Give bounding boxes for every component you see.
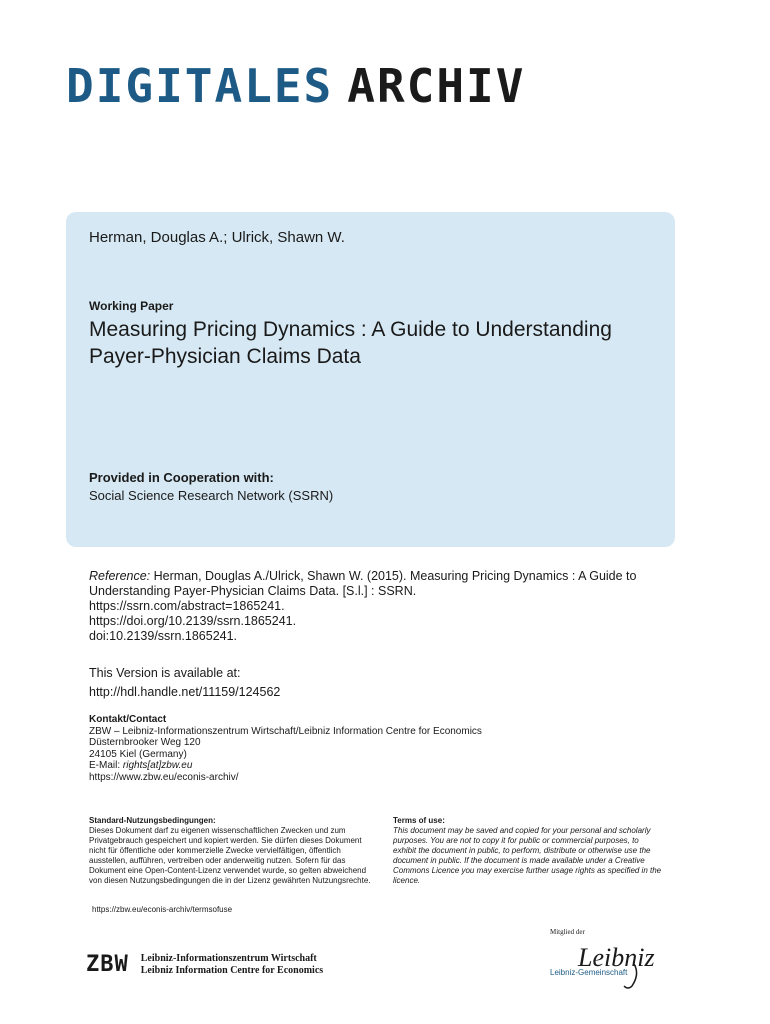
reference-block xyxy=(89,569,649,644)
leibniz-signature-icon xyxy=(576,930,656,992)
zbw-mark: ZBW xyxy=(86,952,129,977)
version-block xyxy=(89,664,280,702)
version-label: This Version is available at: xyxy=(89,666,241,680)
contact-org: ZBW – Leibniz-Informationszentrum Wirtschaft/Leibniz Information Centre for Economics xyxy=(89,725,482,737)
reference-doi-link[interactable]: https://doi.org/10.2139/ssrn.1865241. xyxy=(89,614,297,628)
contact-email-label: E-Mail: xyxy=(89,760,121,771)
document-title: Measuring Pricing Dynamics : A Guide to Understanding Payer-Physician Claims Data xyxy=(89,318,612,368)
contact-city: 24105 Kiel (Germany) xyxy=(89,748,187,760)
terms-de-heading: Standard-Nutzungsbedingungen: xyxy=(89,816,216,825)
logo-word-digitales: DIGITALES xyxy=(66,59,334,113)
contact-web-link[interactable]: https://www.zbw.eu/econis-archiv/ xyxy=(89,771,239,783)
handle-link[interactable]: http://hdl.handle.net/11159/124562 xyxy=(89,685,281,699)
contact-heading: Kontakt/Contact xyxy=(89,714,167,725)
logo-word-archiv: ARCHIV xyxy=(347,59,526,113)
reference-label: Reference: xyxy=(89,569,151,583)
terms-en-heading: Terms of use: xyxy=(393,816,445,825)
reference-text: Herman, Douglas A./Ulrick, Shawn W. (2015). Measuring Pricing Dynamics : A Guide to Understanding Payer-Physician Claims Data. [S.l.] : SSRN. xyxy=(89,569,637,598)
contact-street: Düsternbrooker Weg 120 xyxy=(89,737,201,748)
mitglied-der-label: Mitglied der xyxy=(550,928,585,936)
contact-email-link[interactable]: rights[at]zbw.eu xyxy=(122,760,193,771)
leibniz-gemeinschaft-logo xyxy=(548,924,658,994)
terms-en-block xyxy=(393,816,663,886)
digitales-archiv-logo xyxy=(66,60,525,112)
reference-doi: doi:10.2139/ssrn.1865241. xyxy=(89,629,238,643)
zbw-name-de: Leibniz-Informationszentrum Wirtschaft xyxy=(140,952,317,964)
reference-ssrn-link[interactable]: https://ssrn.com/abstract=1865241. xyxy=(89,599,285,613)
leibniz-gemeinschaft-label: Leibniz-Gemeinschaft xyxy=(550,968,628,977)
document-info-card xyxy=(66,212,675,547)
zbw-logo xyxy=(86,952,323,977)
document-type: Working Paper xyxy=(89,299,174,313)
leibniz-signature-text: Leibniz xyxy=(578,943,655,972)
document-authors: Herman, Douglas A.; Ulrick, Shawn W. xyxy=(89,229,345,246)
terms-en-body: This document may be saved and copied for your personal and scholarly purposes. You are not to copy it for public or commercial purposes, to exhibit the document in public, to perform, distribute or otherwise use the document in public. If the document is made available under a Creative Commons Licence you may exercise further usage rights as specified in the licence. xyxy=(393,826,662,885)
cooperation-organization: Social Science Research Network (SSRN) xyxy=(89,488,334,503)
zbw-name-en: Leibniz Information Centre for Economics xyxy=(140,964,324,976)
terms-url-link[interactable]: https://zbw.eu/econis-archiv/termsofuse xyxy=(92,905,233,914)
terms-de-body: Dieses Dokument darf zu eigenen wissenschaftlichen Zwecken und zum Privatgebrauch gespeichert und kopiert werden. Sie dürfen dieses Dokument nicht für öffentliche oder kommerzielle Zwecke vervielfältigen, öffentlich ausstellen, aufführen, vertreiben oder anderweitig nutzen. Sofern für das Dokument eine Open-Content-Lizenz verwendet wurde, so gelten abweichend von diesen Nutzungsbedingungen die in der Lizenz gewährten Nutzungsrechte. xyxy=(89,826,371,885)
cooperation-heading: Provided in Cooperation with: xyxy=(89,470,274,485)
contact-block xyxy=(89,714,482,783)
terms-de-block xyxy=(89,816,374,886)
